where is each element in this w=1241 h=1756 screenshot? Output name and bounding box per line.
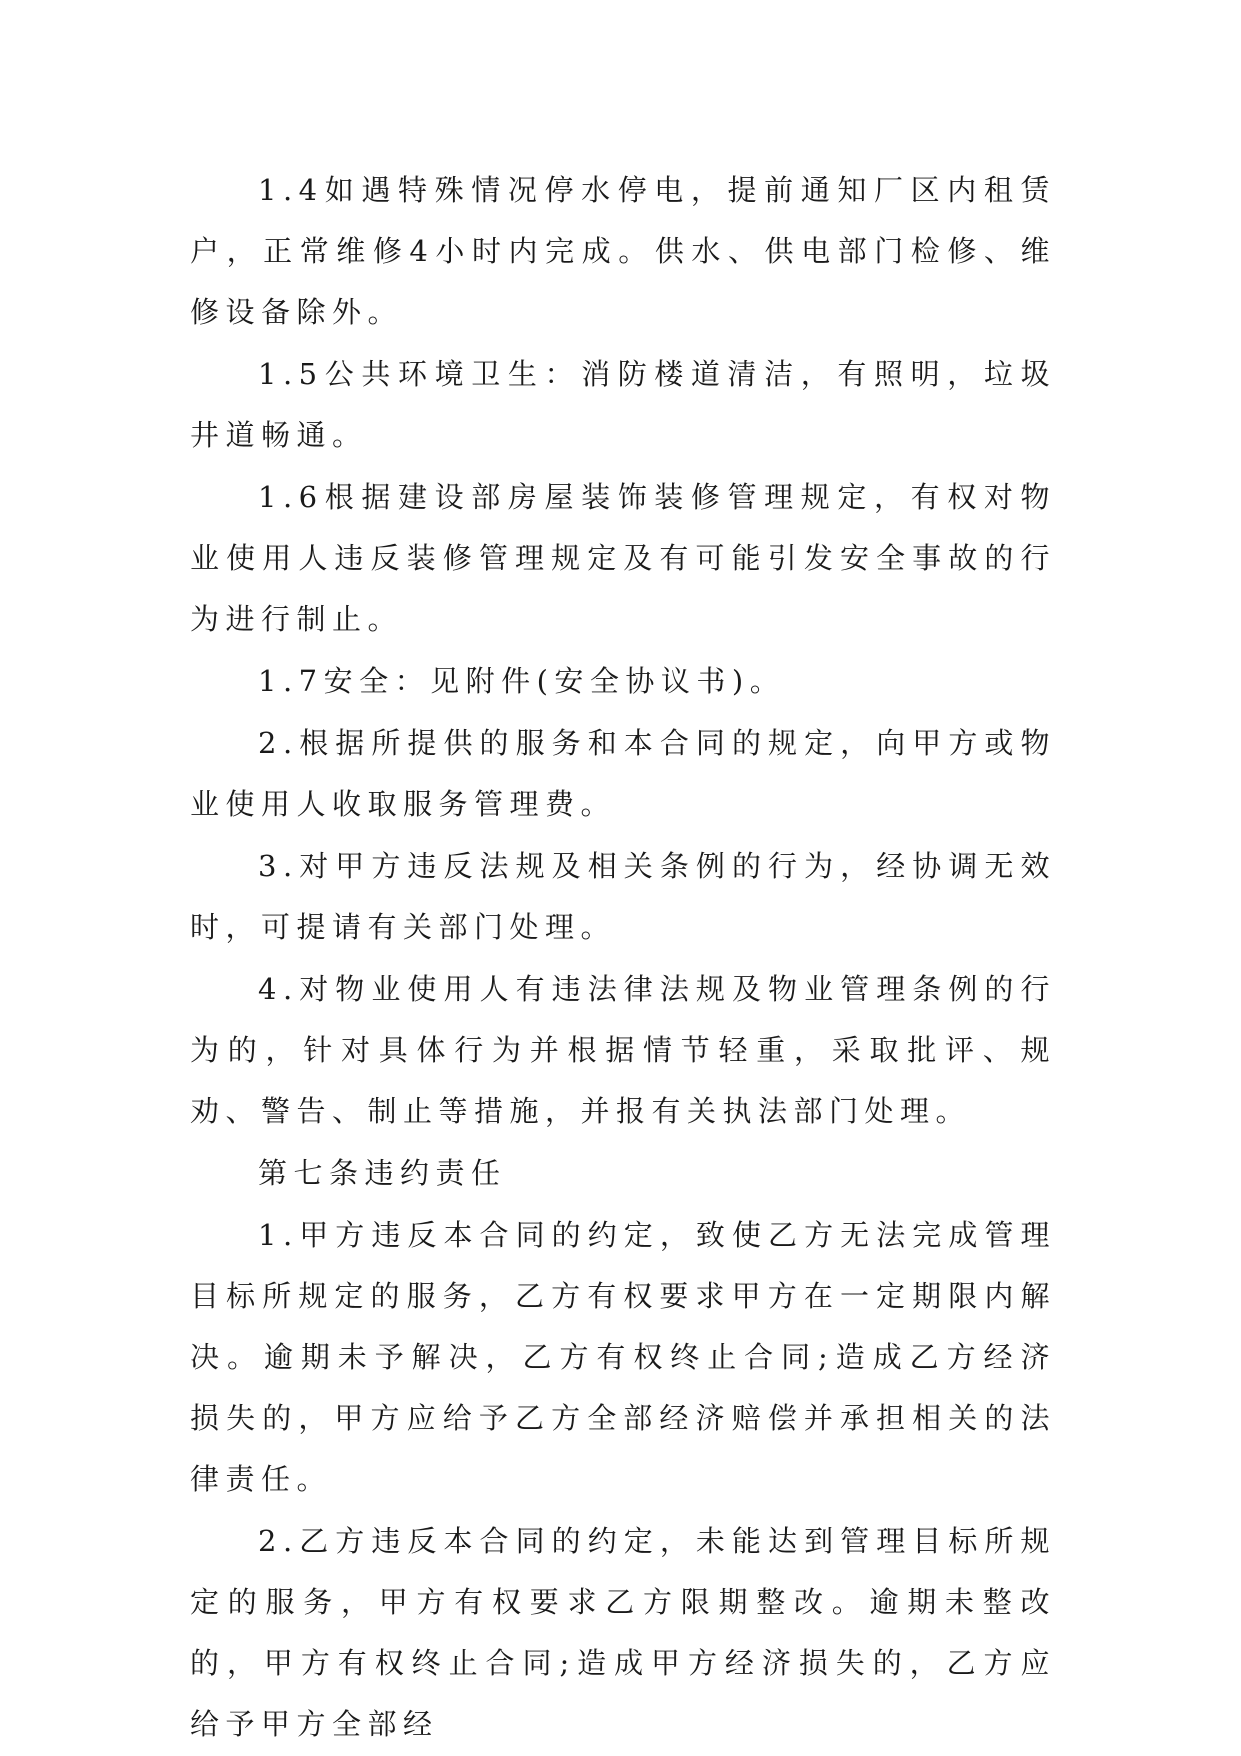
paragraph-3: 3.对甲方违反法规及相关条例的行为，经协调无效时，可提请有关部门处理。 (190, 849, 1056, 944)
paragraph-breach-2: 2.乙方违反本合同的约定，未能达到管理目标所规定的服务，甲方有权要求乙方限期整改。逾期未整改的，甲方有权终止合同;造成甲方经济损失的，乙方应给予甲方全部经 (190, 1524, 1056, 1741)
document-body (190, 160, 1056, 1756)
paragraph-1-5: 1.5公共环境卫生：消防楼道清洁，有照明，垃圾井道畅通。 (190, 357, 1056, 452)
section-heading-article-7: 第七条违约责任 (258, 1156, 507, 1190)
paragraph-4: 4.对物业使用人有违法律法规及物业管理条例的行为的，针对具体行为并根据情节轻重，采取批评、规劝、警告、制止等措施，并报有关执法部门处理。 (190, 972, 1056, 1128)
paragraph-1-6: 1.6根据建设部房屋装饰装修管理规定，有权对物业使用人违反装修管理规定及有可能引发安全事故的行为进行制止。 (190, 480, 1056, 636)
paragraph-2: 2.根据所提供的服务和本合同的规定，向甲方或物业使用人收取服务管理费。 (190, 726, 1056, 821)
paragraph-1-4: 1.4如遇特殊情况停水停电，提前通知厂区内租赁户，正常维修4小时内完成。供水、供电部门检修、维修设备除外。 (190, 173, 1056, 329)
paragraph-1-7: 1.7安全：见附件(安全协议书)。 (258, 664, 786, 698)
paragraph-breach-1: 1.甲方违反本合同的约定，致使乙方无法完成管理目标所规定的服务，乙方有权要求甲方在一定期限内解决。逾期未予解决，乙方有权终止合同;造成乙方经济损失的，甲方应给予乙方全部经济赔偿并承担相关的法律责任。 (190, 1218, 1056, 1496)
